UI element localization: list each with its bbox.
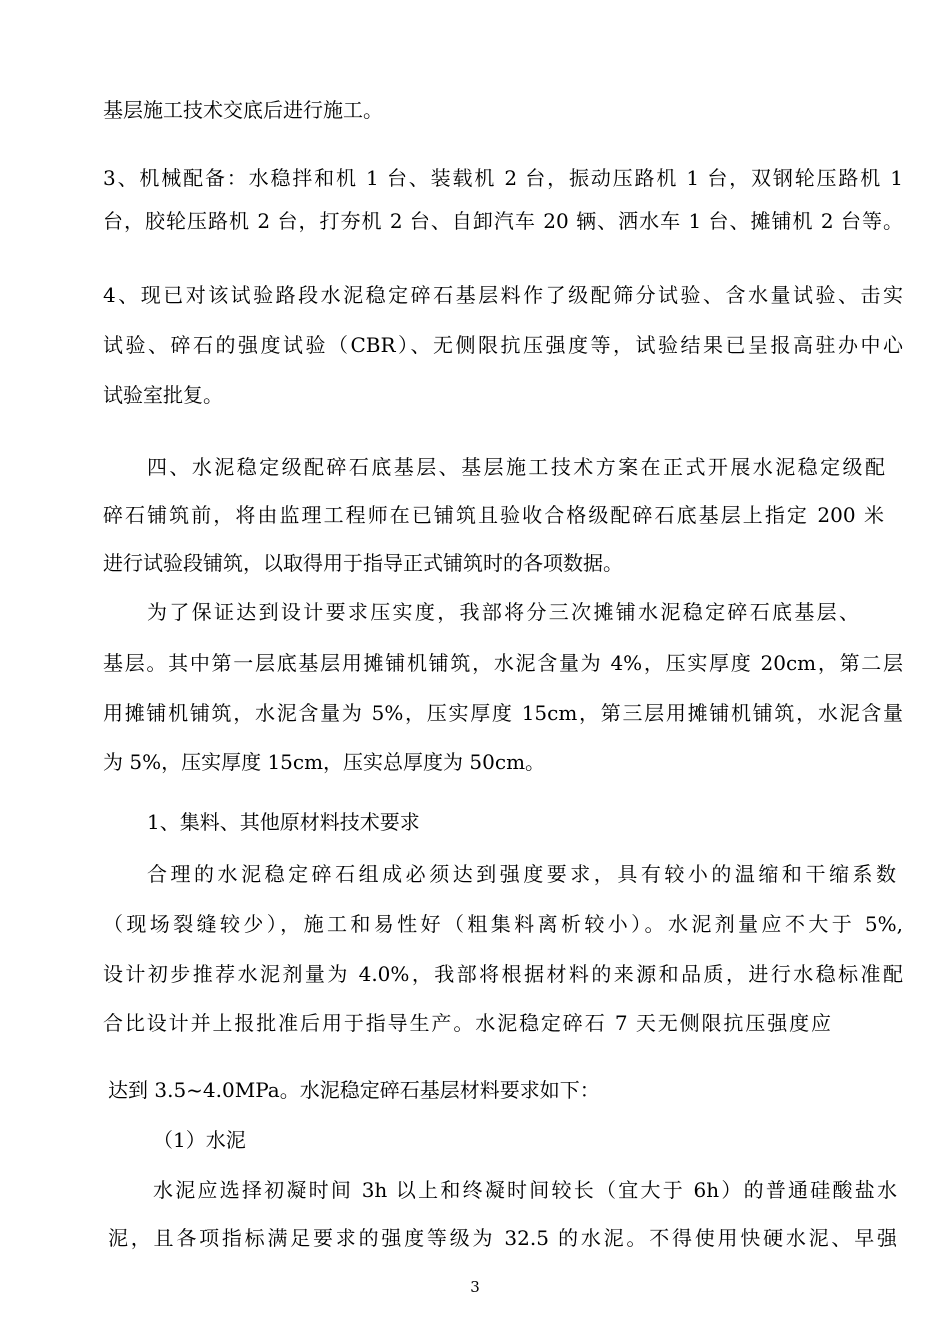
text-line: 为了保证达到设计要求压实度，我部将分三次摊铺水泥稳定碎石底基层、 [147,600,859,624]
text-line: 3、机械配备：水稳拌和机 1 台、装载机 2 台，振动压路机 1 台，双钢轮压路机 1 [103,166,903,190]
text-line: 四、水泥稳定级配碎石底基层、基层施工技术方案在正式开展水泥稳定级配 [147,455,885,479]
text-line: 4、现已对该试验路段水泥稳定碎石基层料作了级配筛分试验、含水量试验、击实 [103,283,903,307]
subsection-heading: （1）水泥 [153,1128,246,1152]
text-line: 碎石铺筑前，将由监理工程师在已铺筑且验收合格级配碎石底基层上指定 200 米 [103,503,884,527]
text-line: 基层。其中第一层底基层用摊铺机铺筑，水泥含量为 4%，压实厚度 20cm，第二层 [103,651,903,675]
text-line: 用摊铺机铺筑，水泥含量为 5%，压实厚度 15cm，第三层用摊铺机铺筑，水泥含量 [103,701,903,725]
text-line: （现场裂缝较少），施工和易性好（粗集料离析较小）。水泥剂量应不大于 5%, [103,912,903,936]
text-line: 进行试验段铺筑，以取得用于指导正式铺筑时的各项数据。 [103,551,623,575]
section-heading: 1、集料、其他原材料技术要求 [147,810,420,834]
text-line: 试验、碎石的强度试验（CBR）、无侧限抗压强度等，试验结果已呈报高驻办中心 [103,333,903,357]
text-line: 泥，且各项指标满足要求的强度等级为 32.5 的水泥。不得使用快硬水泥、早强 [108,1226,897,1250]
text-line: 基层施工技术交底后进行施工。 [103,98,383,122]
text-line: 合理的水泥稳定碎石组成必须达到强度要求，具有较小的温缩和干缩系数 [147,862,896,886]
text-line: 台，胶轮压路机 2 台，打夯机 2 台、自卸汽车 20 辆、洒水车 1 台、摊铺机 2 台等。 [103,209,903,233]
text-line: 合比设计并上报批准后用于指导生产。水泥稳定碎石 7 天无侧限抗压强度应 [103,1011,831,1035]
page-number: 3 [470,1278,480,1296]
text-line: 试验室批复。 [103,383,223,407]
text-line: 达到 3.5~4.0MPa。水泥稳定碎石基层材料要求如下： [108,1078,600,1102]
text-line: 水泥应选择初凝时间 3h 以上和终凝时间较长（宜大于 6h）的普通硅酸盐水 [153,1178,897,1202]
text-line: 为 5%，压实厚度 15cm，压实总厚度为 50cm。 [103,750,546,774]
text-line: 设计初步推荐水泥剂量为 4.0%，我部将根据材料的来源和品质，进行水稳标准配 [103,962,903,986]
